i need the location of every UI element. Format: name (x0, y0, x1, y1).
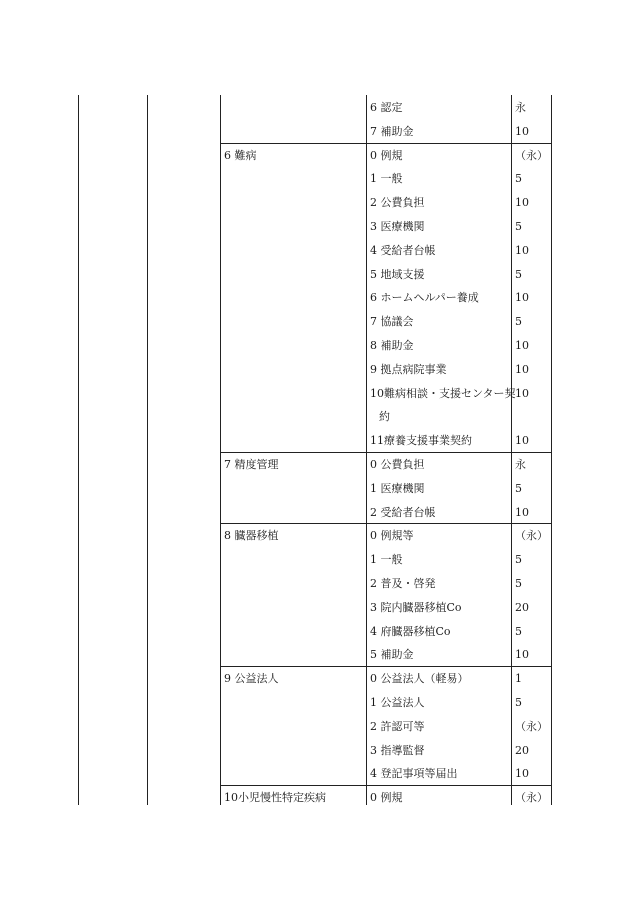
retention-period: 10 (515, 196, 529, 210)
subcategory-item: 4 府臓器移植Co (370, 624, 451, 638)
subcategory-item: 6 認定 (370, 101, 403, 114)
category-name: 8 臓器移植 (224, 529, 279, 543)
retention-period: 10 (515, 339, 529, 352)
retention-period: 5 (515, 696, 522, 709)
subcategory-item: 4 受給者台帳 (370, 243, 436, 257)
retention-period: 10 (515, 505, 529, 519)
group-separator (220, 785, 551, 786)
subcategory-item: 2 公費負担 (370, 196, 425, 210)
retention-period: 永 (515, 101, 526, 114)
retention-period: 10 (515, 124, 529, 138)
subcategory-item: 0 公費負担 (370, 458, 425, 471)
subcategory-item: 1 医療機関 (370, 481, 425, 495)
retention-period: （永） (515, 719, 548, 733)
retention-period: 10 (515, 243, 529, 257)
subcategory-item: 5 地域支援 (370, 267, 425, 281)
retention-period: （永） (515, 148, 548, 162)
column-rule (551, 95, 552, 805)
subcategory-item: 2 普及・啓発 (370, 577, 436, 590)
category-name: 10小児慢性特定疾病 (224, 791, 326, 805)
retention-period: 5 (515, 220, 522, 233)
category-name: 9 公益法人 (224, 672, 279, 686)
subcategory-item: 7 協議会 (370, 315, 414, 329)
retention-period: 5 (515, 315, 522, 329)
category-name: 7 精度管理 (224, 458, 279, 471)
subcategory-item: 9 拠点病院事業 (370, 362, 447, 376)
retention-period: 5 (515, 624, 522, 638)
subcategory-item-continuation: 約 (379, 410, 390, 424)
subcategory-item: 3 医療機関 (370, 220, 425, 233)
subcategory-item: 1 一般 (370, 172, 403, 186)
subcategory-item: 3 指導監督 (370, 743, 425, 757)
group-separator (220, 523, 551, 524)
retention-period: 5 (515, 481, 522, 495)
group-separator (220, 666, 551, 667)
subcategory-item: 1 公益法人 (370, 696, 425, 709)
retention-period: 永 (515, 458, 526, 471)
subcategory-item: 7 補助金 (370, 124, 414, 138)
column-rule (78, 95, 79, 805)
subcategory-item: 0 公益法人（軽易） (370, 672, 469, 686)
retention-period: 5 (515, 267, 522, 281)
retention-period: 5 (515, 172, 522, 186)
column-rule (220, 95, 221, 805)
subcategory-item: 6 ホームヘルパー養成 (370, 291, 479, 305)
retention-period: 10 (515, 767, 529, 781)
retention-period: 10 (515, 648, 529, 662)
group-separator (220, 143, 551, 144)
retention-period: 5 (515, 577, 522, 590)
subcategory-item: 2 許認可等 (370, 719, 425, 733)
subcategory-item: 5 補助金 (370, 648, 414, 662)
retention-period: （永） (515, 529, 548, 543)
retention-period: 1 (515, 672, 522, 686)
column-rule (147, 95, 148, 805)
subcategory-item: 8 補助金 (370, 339, 414, 352)
subcategory-item: 0 例規 (370, 148, 403, 162)
subcategory-item: 11療養支援事業契約 (370, 434, 472, 448)
retention-period: 5 (515, 553, 522, 567)
retention-period: 10 (515, 386, 529, 400)
subcategory-item: 1 一般 (370, 553, 403, 567)
subcategory-item: 4 登記事項等届出 (370, 767, 458, 781)
subcategory-item: 2 受給者台帳 (370, 505, 436, 519)
subcategory-item: 0 例規 (370, 791, 403, 805)
retention-period: 20 (515, 600, 529, 614)
category-name: 6 難病 (224, 148, 257, 162)
retention-period: 10 (515, 362, 529, 376)
subcategory-item: 0 例規等 (370, 529, 414, 543)
column-rule (366, 95, 367, 805)
retention-period: 10 (515, 434, 529, 448)
retention-period: 20 (515, 743, 529, 757)
subcategory-item: 10難病相談・支援センター契 (370, 386, 516, 400)
column-rule (511, 95, 512, 805)
subcategory-item: 3 院内臓器移植Co (370, 600, 462, 614)
group-separator (220, 452, 551, 453)
retention-period: （永） (515, 791, 548, 805)
retention-period: 10 (515, 291, 529, 305)
